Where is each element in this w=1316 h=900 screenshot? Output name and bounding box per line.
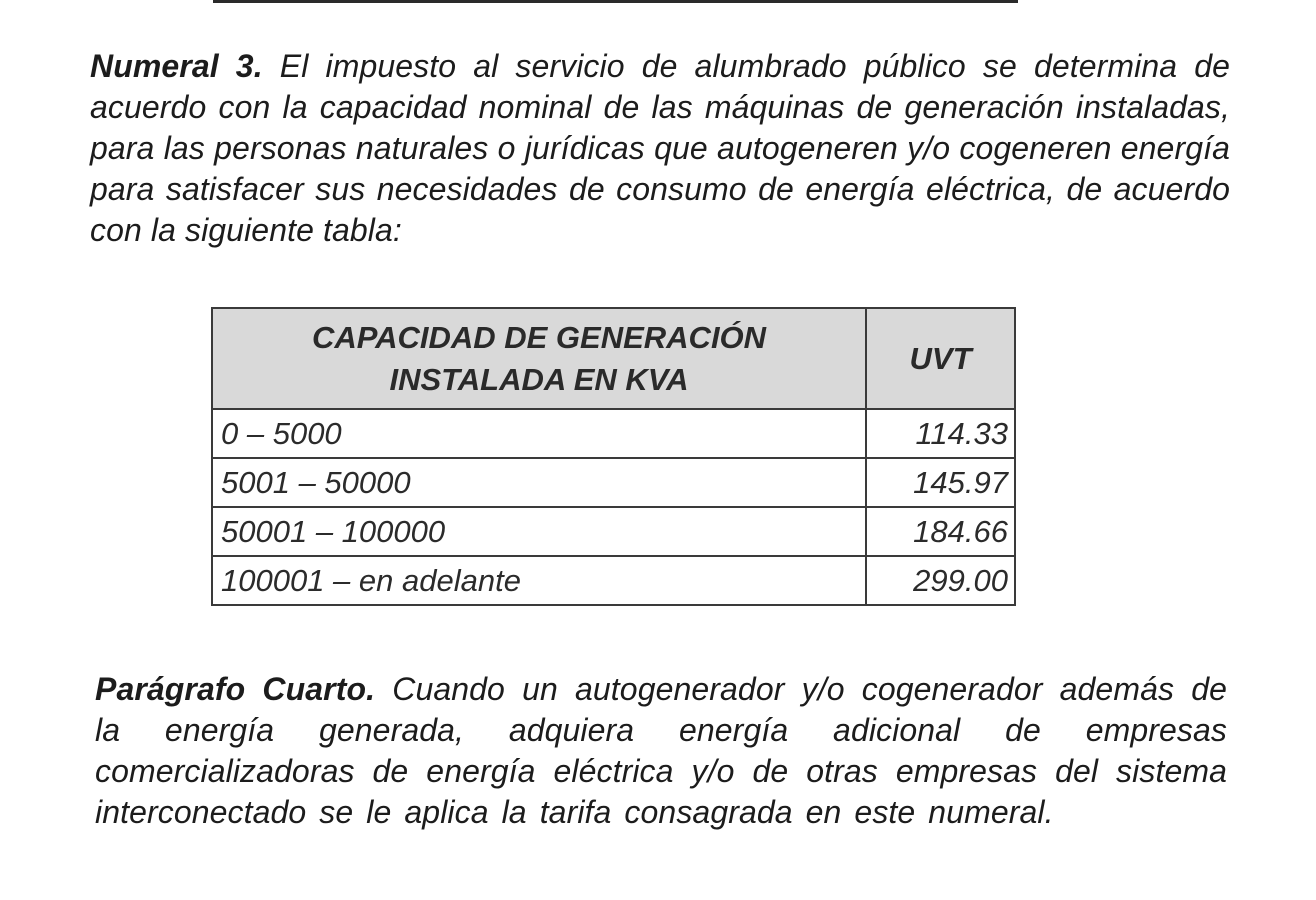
range-cell: 0 – 5000 bbox=[212, 409, 866, 458]
table-row bbox=[212, 409, 1015, 458]
uvt-cell: 145.97 bbox=[866, 458, 1015, 507]
table-row bbox=[212, 507, 1015, 556]
uvt-cell: 299.00 bbox=[866, 556, 1015, 605]
header-capacity-line1: CAPACIDAD DE GENERACIÓN bbox=[311, 319, 767, 355]
range-cell: 100001 – en adelante bbox=[212, 556, 866, 605]
header-capacity-line2: INSTALADA EN KVA bbox=[389, 361, 689, 397]
table-row bbox=[212, 556, 1015, 605]
numeral-3-lead: Numeral 3. bbox=[90, 48, 263, 84]
paragrafo-cuarto bbox=[95, 669, 1227, 833]
range-cell: 5001 – 50000 bbox=[212, 458, 866, 507]
numeral-3-text: El impuesto al servicio de alumbrado público se determina de acuerdo con la capacidad nominal de las máquinas de generación instaladas, para las personas naturales o jurídicas que autogeneren y/o cogeneren energía para satisfacer sus necesidades de consumo de energía eléctrica, de acuerdo con la siguiente tabla: bbox=[90, 48, 1231, 248]
header-uvt: UVT bbox=[866, 308, 1015, 409]
top-rule bbox=[213, 0, 1018, 3]
uvt-cell: 184.66 bbox=[866, 507, 1015, 556]
capacity-uvt-table bbox=[211, 307, 1016, 606]
paragrafo-cuarto-lead: Parágrafo Cuarto. bbox=[95, 671, 376, 707]
numeral-3-paragraph bbox=[90, 46, 1230, 251]
uvt-cell: 114.33 bbox=[866, 409, 1015, 458]
paragrafo-cuarto-text: Cuando un autogenerador y/o cogenerador además de la energía generada, adquiera energía adicional de empresas comercializadoras de energía eléctrica y/o de otras empresas del sistema interconectado se le aplica la tarifa consagrada en este numeral. bbox=[95, 671, 1228, 830]
header-capacity bbox=[212, 308, 866, 409]
table-row bbox=[212, 458, 1015, 507]
table-header-row bbox=[212, 308, 1015, 409]
range-cell: 50001 – 100000 bbox=[212, 507, 866, 556]
